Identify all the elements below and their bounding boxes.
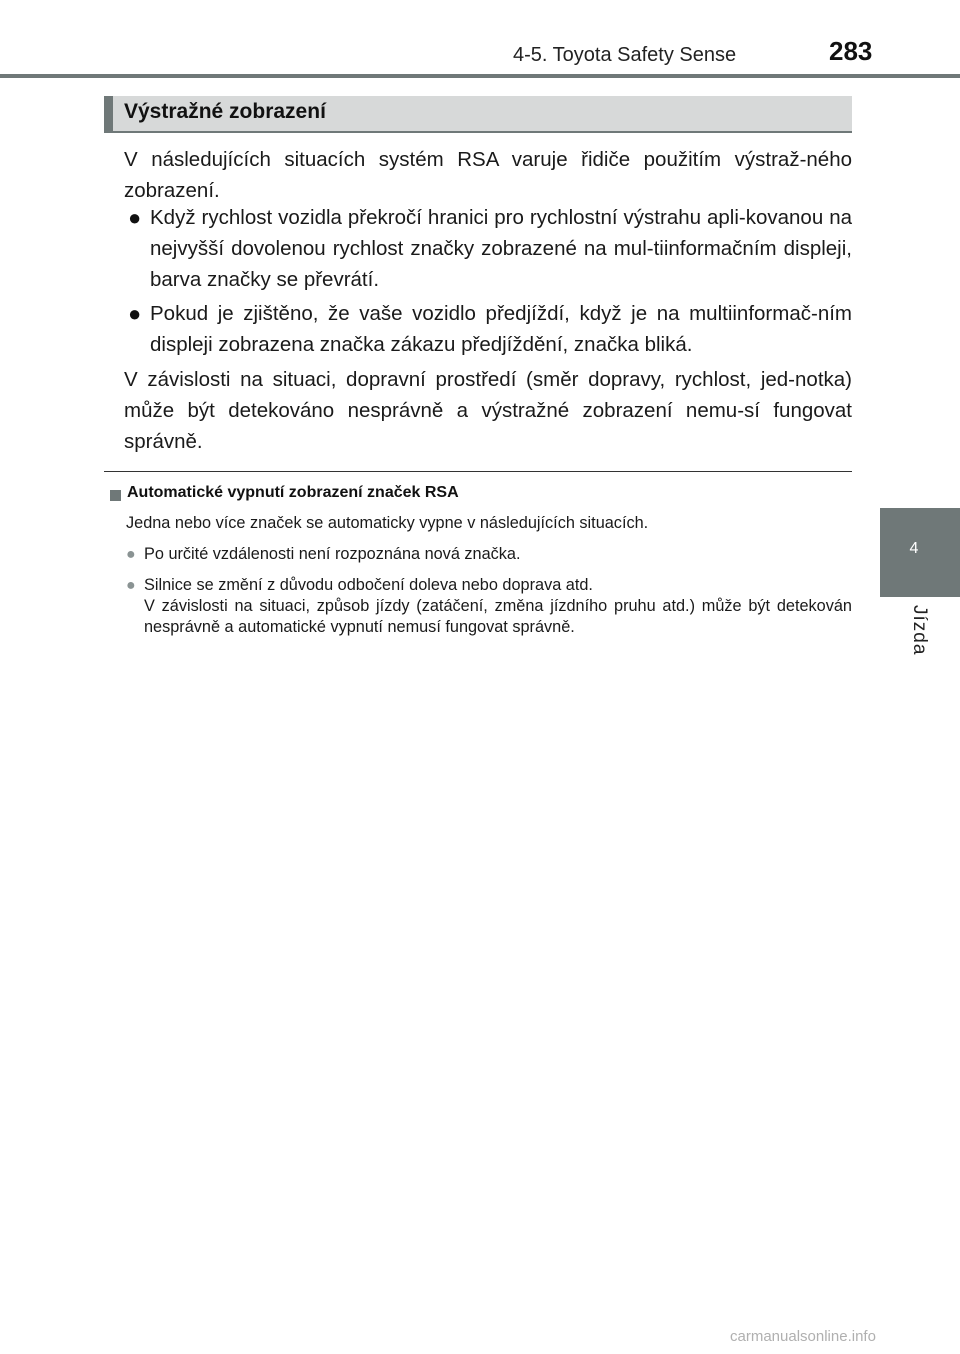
note-bullet-item [126, 575, 852, 638]
note-bullet-dot-icon: ● [126, 577, 136, 594]
watermark: carmanualsonline.info [730, 1328, 876, 1345]
bullet-item [128, 298, 852, 360]
header-section-title: 4-5. Toyota Safety Sense [513, 44, 737, 66]
bullet-text: Když rychlost vozidla překročí hranici pro rychlostní výstrahu apli-kovanou na nejvyšší dovolenou rychlost značky zobrazené na mul-tiinformačním displeji, barva značky se převrátí. [150, 206, 852, 291]
note-bullet-text: Po určité vzdálenosti není rozpoznána nová značka. [144, 545, 521, 563]
bullet-item [128, 202, 852, 295]
chapter-label: Jízda [909, 605, 930, 656]
bullet-dot-icon: ● [128, 301, 142, 326]
note-bullet-text: Silnice se změní z důvodu odbočení doleva nebo doprava atd. [144, 576, 593, 594]
section-heading: Výstražné zobrazení [124, 100, 326, 123]
note-text: Jedna nebo více značek se automaticky vypne v následujících situacích. [126, 514, 649, 532]
section-heading-bar [104, 96, 852, 133]
page-number: 283 [829, 36, 873, 66]
bullet-dot-icon: ● [128, 205, 142, 230]
note-bullet-subtext: V závislosti na situaci, způsob jízdy (zatáčení, změna jízdního pruhu atd.) může být detekován nesprávně a automatické vypnutí nemusí fungovat správně. [144, 597, 852, 636]
note-square-icon [110, 490, 121, 501]
note-title: Automatické vypnutí zobrazení značek RSA [127, 484, 459, 501]
note-bullet-item [126, 544, 852, 565]
chapter-tab [880, 508, 960, 597]
intro-paragraph: V následujících situacích systém RSA varuje řidiče použitím výstraž-ného zobrazení. [124, 148, 852, 202]
note-bullet-dot-icon: ● [126, 546, 136, 563]
section-divider [104, 471, 852, 472]
closing-paragraph: V závislosti na situaci, dopravní prostředí (směr dopravy, rychlost, jed-notka) může být detekováno nesprávně a výstražné zobrazení nemu-sí fungovat správně. [124, 368, 852, 453]
header-rule [0, 74, 960, 78]
bullet-text: Pokud je zjištěno, že vaše vozidlo předjíždí, když je na multiinformač-ním displeji zobrazena značka zákazu předjíždění, značka bliká. [150, 302, 852, 356]
chapter-number: 4 [909, 540, 919, 557]
section-heading-accent [104, 96, 113, 131]
